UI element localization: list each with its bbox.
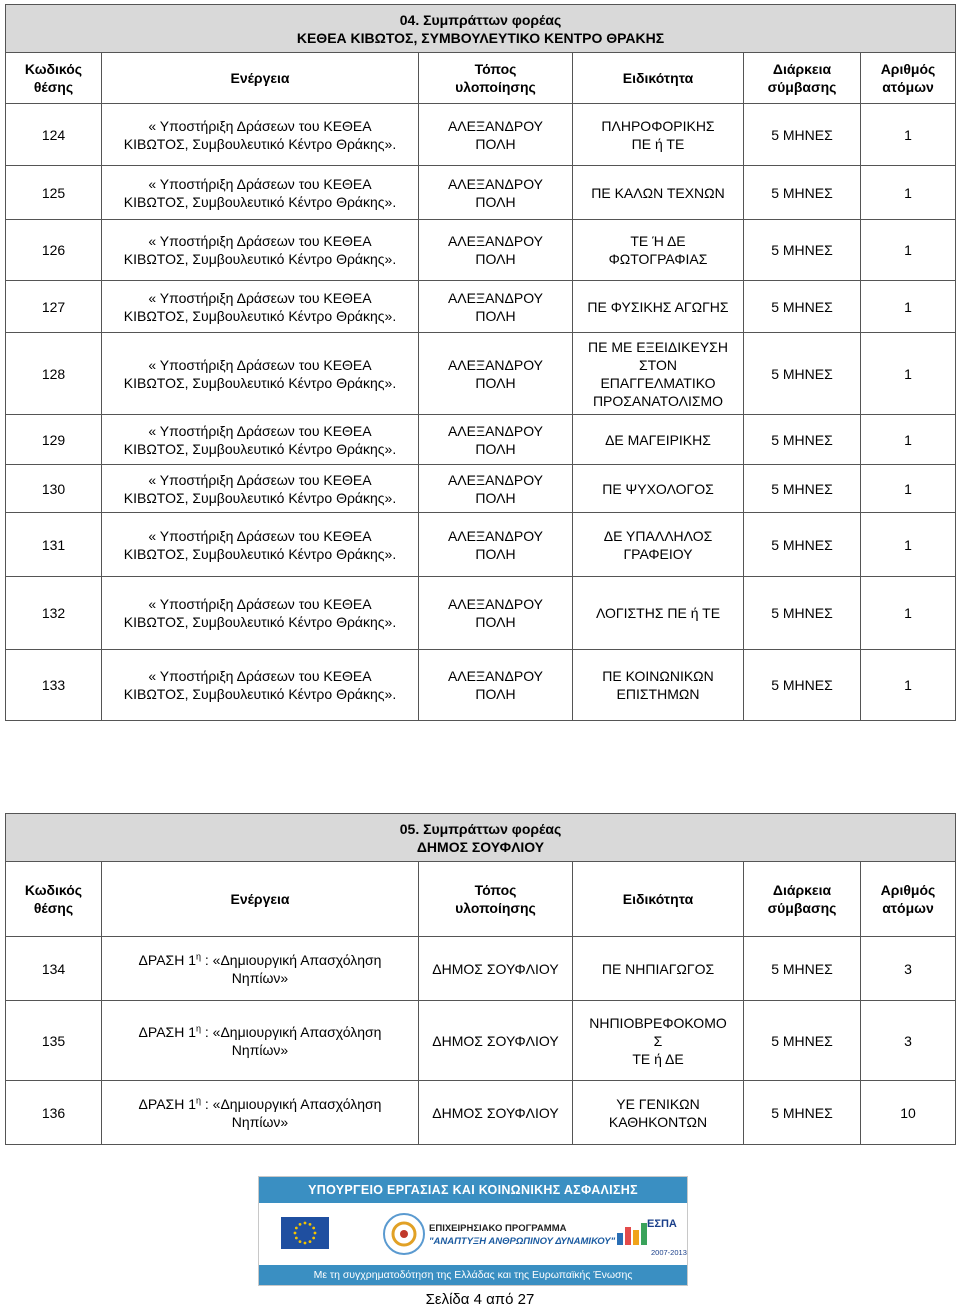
specialty-cell <box>573 220 744 281</box>
eu-star-icon <box>309 1223 312 1226</box>
place-cell <box>419 650 573 721</box>
cell-line: « Υποστήριξη Δράσεων του ΚΕΘΕΑ <box>148 289 372 306</box>
action-rest: : «Δημιουργική Απασχόληση <box>201 1095 382 1112</box>
specialty-cell <box>573 104 744 166</box>
cell-line: ΔΗΜΟΣ ΣΟΥΦΛΙΟΥ <box>432 1104 559 1121</box>
specialty-cell <box>573 1081 744 1145</box>
cell-line: ΥΕ ΓΕΝΙΚΩΝ <box>616 1095 700 1112</box>
code-cell: 133 <box>6 650 102 721</box>
cell-line: ΔΕ ΥΠΑΛΛΗΛΟΣ <box>603 527 713 544</box>
cofinancing-text: Με τη συγχρηματοδότηση της Ελλάδας και της Ευρωπαϊκής Ένωσης <box>313 1269 633 1281</box>
section-04-header-row <box>6 53 956 104</box>
cell-line: ΔΗΜΟΣ ΣΟΥΦΛΙΟΥ <box>432 1032 559 1049</box>
duration-cell: 5 ΜΗΝΕΣ <box>744 465 861 513</box>
place-cell <box>419 281 573 333</box>
persons-cell: 1 <box>861 465 956 513</box>
place-cell <box>419 577 573 650</box>
cell-line: ΠΕ ΝΗΠΙΑΓΩΓΟΣ <box>601 960 715 977</box>
ministry-banner <box>259 1177 687 1203</box>
specialty-cell <box>573 1001 744 1081</box>
header-place: Τόπος υλοποίησης <box>419 53 573 104</box>
code-cell: 134 <box>6 937 102 1001</box>
eu-star-icon <box>299 1240 302 1243</box>
cell-line: ΑΛΕΞΑΝΔΡΟΥ <box>447 471 544 488</box>
cell-line: ΚΙΒΩΤΟΣ, Συμβουλευτικό Κέντρο Θράκης». <box>123 440 397 457</box>
table-row <box>6 415 956 465</box>
cell-line: « Υποστήριξη Δράσεων του ΚΕΘΕΑ <box>148 668 372 684</box>
place-cell <box>419 415 573 465</box>
table-row <box>6 333 956 415</box>
cell-line: « Υποστήριξη Δράσεων του ΚΕΘΕΑ <box>148 233 372 249</box>
cell-line <box>104 1023 416 1041</box>
duration-cell: 5 ΜΗΝΕΣ <box>744 937 861 1001</box>
cell-line: ΠΟΛΗ <box>475 545 516 562</box>
duration-cell: 5 ΜΗΝΕΣ <box>744 513 861 577</box>
duration-cell: 5 ΜΗΝΕΣ <box>744 577 861 650</box>
cell-line: ΠΛΗΡΟΦΟΡΙΚΗΣ <box>601 117 715 134</box>
header-action: Ενέργεια <box>102 862 419 937</box>
eu-star-icon <box>295 1227 298 1230</box>
cell-line: ΣΤΟΝ <box>639 356 677 373</box>
code-cell: 130 <box>6 465 102 513</box>
eu-star-icon <box>309 1240 312 1243</box>
section-05-title-line1: 05. Συμπράττων φορέας <box>399 820 562 837</box>
eu-star-icon <box>314 1232 317 1235</box>
cell-line: ΤΕ Ή ΔΕ <box>630 233 686 249</box>
action-rest: : «Δημιουργική Απασχόληση <box>201 951 382 968</box>
header-place: Τόπος υλοποίησης <box>419 862 573 937</box>
cell-line: ΚΙΒΩΤΟΣ, Συμβουλευτικό Κέντρο Θράκης». <box>123 489 397 506</box>
cell-line: ΠΟΛΗ <box>475 686 516 702</box>
cell-line: ΠΕ ΚΟΙΝΩΝΙΚΩΝ <box>602 668 714 684</box>
action-cell <box>102 333 419 415</box>
persons-cell: 1 <box>861 415 956 465</box>
duration-cell: 5 ΜΗΝΕΣ <box>744 1001 861 1081</box>
cell-line: ΑΛΕΞΑΝΔΡΟΥ <box>447 356 544 373</box>
code-cell: 126 <box>6 220 102 281</box>
specialty-cell <box>573 650 744 721</box>
header-persons: Αριθμός ατόμων <box>861 862 956 937</box>
action-cell <box>102 1081 419 1145</box>
action-cell <box>102 577 419 650</box>
place-cell <box>419 465 573 513</box>
eu-star-icon <box>299 1223 302 1226</box>
cell-line: Νηπίων» <box>231 1041 289 1058</box>
cell-line: ΑΛΕΞΑΝΔΡΟΥ <box>447 289 544 306</box>
table-section-04 <box>5 4 956 721</box>
cell-line: « Υποστήριξη Δράσεων του ΚΕΘΕΑ <box>148 175 372 192</box>
eu-star-icon <box>312 1227 315 1230</box>
code-cell: 136 <box>6 1081 102 1145</box>
cell-line: ΚΙΒΩΤΟΣ, Συμβουλευτικό Κέντρο Θράκης». <box>123 307 397 324</box>
duration-cell: 5 ΜΗΝΕΣ <box>744 415 861 465</box>
cell-line: ΠΕ ΨΥΧΟΛΟΓΟΣ <box>602 480 714 497</box>
logos-svg <box>259 1203 687 1265</box>
cell-line: ΠΕ ΜΕ ΕΞΕΙΔΙΚΕΥΣΗ <box>588 338 728 355</box>
header-duration: Διάρκεια σύμβασης <box>744 53 861 104</box>
code-cell: 127 <box>6 281 102 333</box>
table-row <box>6 650 956 721</box>
table-row <box>6 513 956 577</box>
section-04-title-line2: ΚΕΘΕΑ ΚΙΒΩΤΟΣ, ΣΥΜΒΟΥΛΕΥΤΙΚΟ ΚΕΝΤΡΟ ΘΡΑΚΗΣ <box>296 29 665 46</box>
cell-line: ΑΛΕΞΑΝΔΡΟΥ <box>447 422 544 439</box>
action-cell <box>102 650 419 721</box>
persons-cell: 1 <box>861 220 956 281</box>
eu-star-icon <box>294 1232 297 1235</box>
cell-line <box>104 1095 416 1113</box>
table-row <box>6 104 956 166</box>
eu-star-icon <box>312 1237 315 1240</box>
action-sup: η <box>195 1094 201 1105</box>
action-prefix: ΔΡΑΣΗ 1 <box>138 1095 196 1112</box>
op-line2: "ΑΝΑΠΤΥΞΗ ΑΝΘΡΩΠΙΝΟΥ ΔΥΝΑΜΙΚΟΥ" <box>429 1236 616 1247</box>
cell-line: ΕΠΑΓΓΕΛΜΑΤΙΚΟ <box>600 374 716 391</box>
specialty-cell <box>573 281 744 333</box>
table-row <box>6 281 956 333</box>
cell-line: ΔΗΜΟΣ ΣΟΥΦΛΙΟΥ <box>432 960 559 977</box>
specialty-cell <box>573 937 744 1001</box>
cell-line: ΚΙΒΩΤΟΣ, Συμβουλευτικό Κέντρο Θράκης». <box>123 545 397 562</box>
cell-line: « Υποστήριξη Δράσεων του ΚΕΘΕΑ <box>148 471 372 488</box>
table-row <box>6 937 956 1001</box>
persons-cell: 1 <box>861 333 956 415</box>
cell-line: ΑΛΕΞΑΝΔΡΟΥ <box>447 117 544 134</box>
ministry-name: ΥΠΟΥΡΓΕΙΟ ΕΡΓΑΣΙΑΣ ΚΑΙ ΚΟΙΝΩΝΙΚΗΣ ΑΣΦΑΛΙΣΗΣ <box>308 1183 638 1197</box>
eu-star-icon <box>295 1237 298 1240</box>
eu-flag-icon <box>281 1217 329 1249</box>
specialty-cell <box>573 513 744 577</box>
code-cell: 124 <box>6 104 102 166</box>
duration-cell: 5 ΜΗΝΕΣ <box>744 104 861 166</box>
header-specialty: Ειδικότητα <box>573 862 744 937</box>
code-cell: 129 <box>6 415 102 465</box>
cell-line: ΚΙΒΩΤΟΣ, Συμβουλευτικό Κέντρο Θράκης». <box>123 135 397 152</box>
action-cell <box>102 513 419 577</box>
specialty-cell <box>573 465 744 513</box>
persons-cell: 1 <box>861 577 956 650</box>
specialty-cell <box>573 333 744 415</box>
persons-cell: 3 <box>861 937 956 1001</box>
cell-line: Νηπίων» <box>231 969 289 986</box>
cell-line: ΠΕ ή ΤΕ <box>631 135 685 152</box>
cell-line: ΝΗΠΙΟΒΡΕΦΟΚΟΜΟ <box>589 1014 727 1031</box>
cell-line: ΠΟΛΗ <box>475 440 516 457</box>
duration-cell: 5 ΜΗΝΕΣ <box>744 166 861 220</box>
cell-line: ΚΑΘΗΚΟΝΤΩΝ <box>608 1113 708 1130</box>
action-cell <box>102 220 419 281</box>
cell-line: ΠΕ ΦΥΣΙΚΗΣ ΑΓΩΓΗΣ <box>587 298 729 315</box>
persons-cell: 1 <box>861 650 956 721</box>
duration-cell: 5 ΜΗΝΕΣ <box>744 281 861 333</box>
cofinancing-logo-band <box>258 1176 688 1286</box>
cell-line: ΔΕ ΜΑΓΕΙΡΙΚΗΣ <box>605 431 711 448</box>
duration-cell: 5 ΜΗΝΕΣ <box>744 220 861 281</box>
section-05-title-line2: ΔΗΜΟΣ ΣΟΥΦΛΙΟΥ <box>416 838 545 855</box>
section-04-title <box>6 5 956 53</box>
code-cell: 131 <box>6 513 102 577</box>
place-cell <box>419 1001 573 1081</box>
header-action: Ενέργεια <box>102 53 419 104</box>
action-rest: : «Δημιουργική Απασχόληση <box>201 1023 382 1040</box>
header-code: Κωδικός θέσης <box>6 862 102 937</box>
persons-cell: 1 <box>861 281 956 333</box>
cell-line: Νηπίων» <box>231 1113 289 1130</box>
persons-cell: 10 <box>861 1081 956 1145</box>
cell-line: « Υποστήριξη Δράσεων του ΚΕΘΕΑ <box>148 117 372 134</box>
cell-line: ΛΟΓΙΣΤΗΣ ΠΕ ή ΤΕ <box>595 605 721 621</box>
header-persons: Αριθμός ατόμων <box>861 53 956 104</box>
persons-cell: 1 <box>861 166 956 220</box>
action-cell <box>102 1001 419 1081</box>
logos-row <box>259 1203 687 1265</box>
cell-line: ΚΙΒΩΤΟΣ, Συμβουλευτικό Κέντρο Θράκης». <box>123 614 397 630</box>
table-section-05 <box>5 813 956 1145</box>
cell-line: ΠΟΛΗ <box>475 251 516 267</box>
place-cell <box>419 166 573 220</box>
cell-line: ΠΟΛΗ <box>475 489 516 506</box>
code-cell: 135 <box>6 1001 102 1081</box>
specialty-cell <box>573 166 744 220</box>
action-cell <box>102 104 419 166</box>
place-cell <box>419 513 573 577</box>
table-row <box>6 220 956 281</box>
cell-line: ΠΟΛΗ <box>475 193 516 210</box>
specialty-cell <box>573 415 744 465</box>
espa-years: 2007-2013 <box>651 1248 687 1257</box>
cofinancing-banner <box>259 1265 687 1285</box>
place-cell <box>419 937 573 1001</box>
specialty-cell <box>573 577 744 650</box>
action-cell <box>102 937 419 1001</box>
cell-line: ΠΕ ΚΑΛΩΝ ΤΕΧΝΩΝ <box>591 184 725 201</box>
cell-line: ΕΠΙΣΤΗΜΩΝ <box>616 686 700 702</box>
cell-line: ΠΟΛΗ <box>475 374 516 391</box>
section-05-header-row <box>6 862 956 937</box>
code-cell: 132 <box>6 577 102 650</box>
cell-line: ΦΩΤΟΓΡΑΦΙΑΣ <box>608 251 708 267</box>
espa-logo-icon <box>617 1223 647 1245</box>
cell-line: « Υποστήριξη Δράσεων του ΚΕΘΕΑ <box>148 422 372 439</box>
table-row <box>6 1001 956 1081</box>
action-cell <box>102 465 419 513</box>
operational-programme-emblem-icon <box>384 1214 424 1254</box>
page-number: Σελίδα 4 από 27 <box>425 1291 535 1308</box>
cell-line: « Υποστήριξη Δράσεων του ΚΕΘΕΑ <box>148 356 372 373</box>
cell-line: ΑΛΕΞΑΝΔΡΟΥ <box>447 596 544 612</box>
section-05-title <box>6 814 956 862</box>
place-cell <box>419 104 573 166</box>
cell-line: ΑΛΕΞΑΝΔΡΟΥ <box>447 175 544 192</box>
cell-line: « Υποστήριξη Δράσεων του ΚΕΘΕΑ <box>148 596 372 612</box>
cell-line <box>104 951 416 969</box>
code-cell: 125 <box>6 166 102 220</box>
section-04-title-line1: 04. Συμπράττων φορέας <box>399 11 562 28</box>
op-line1: ΕΠΙΧΕΙΡΗΣΙΑΚΟ ΠΡΟΓΡΑΜΜΑ <box>429 1223 567 1234</box>
eu-star-icon <box>304 1222 307 1225</box>
place-cell <box>419 1081 573 1145</box>
cell-line: ΚΙΒΩΤΟΣ, Συμβουλευτικό Κέντρο Θράκης». <box>123 251 397 267</box>
cell-line: ΠΟΛΗ <box>475 307 516 324</box>
table-row <box>6 465 956 513</box>
cell-line: ΚΙΒΩΤΟΣ, Συμβουλευτικό Κέντρο Θράκης». <box>123 374 397 391</box>
cell-line: ΑΛΕΞΑΝΔΡΟΥ <box>447 668 544 684</box>
action-sup: η <box>195 950 201 961</box>
table-row <box>6 166 956 220</box>
table-row <box>6 1081 956 1145</box>
cell-line: ΑΛΕΞΑΝΔΡΟΥ <box>447 233 544 249</box>
cell-line: ΑΛΕΞΑΝΔΡΟΥ <box>447 527 544 544</box>
cell-line: Σ <box>653 1032 663 1049</box>
duration-cell: 5 ΜΗΝΕΣ <box>744 650 861 721</box>
cell-line: ΓΡΑΦΕΙΟΥ <box>623 545 693 562</box>
action-prefix: ΔΡΑΣΗ 1 <box>138 951 196 968</box>
cell-line: « Υποστήριξη Δράσεων του ΚΕΘΕΑ <box>148 527 372 544</box>
action-sup: η <box>195 1022 201 1033</box>
action-cell <box>102 166 419 220</box>
persons-cell: 1 <box>861 513 956 577</box>
espa-label: ΕΣΠΑ <box>647 1218 677 1230</box>
action-cell <box>102 415 419 465</box>
cell-line: ΤΕ ή ΔΕ <box>632 1050 684 1067</box>
duration-cell: 5 ΜΗΝΕΣ <box>744 1081 861 1145</box>
cell-line: ΠΡΟΣΑΝΑΤΟΛΙΣΜΟ <box>592 392 724 409</box>
persons-cell: 1 <box>861 104 956 166</box>
code-cell: 128 <box>6 333 102 415</box>
place-cell <box>419 333 573 415</box>
persons-cell: 3 <box>861 1001 956 1081</box>
eu-star-icon <box>304 1242 307 1245</box>
place-cell <box>419 220 573 281</box>
action-prefix: ΔΡΑΣΗ 1 <box>138 1023 196 1040</box>
header-specialty: Ειδικότητα <box>573 53 744 104</box>
action-cell <box>102 281 419 333</box>
cell-line: ΚΙΒΩΤΟΣ, Συμβουλευτικό Κέντρο Θράκης». <box>123 193 397 210</box>
cell-line: ΠΟΛΗ <box>475 614 516 630</box>
cell-line: ΚΙΒΩΤΟΣ, Συμβουλευτικό Κέντρο Θράκης». <box>123 686 397 702</box>
duration-cell: 5 ΜΗΝΕΣ <box>744 333 861 415</box>
header-code: Κωδικός θέσης <box>6 53 102 104</box>
cell-line: ΠΟΛΗ <box>475 135 516 152</box>
table-row <box>6 577 956 650</box>
header-duration: Διάρκεια σύμβασης <box>744 862 861 937</box>
